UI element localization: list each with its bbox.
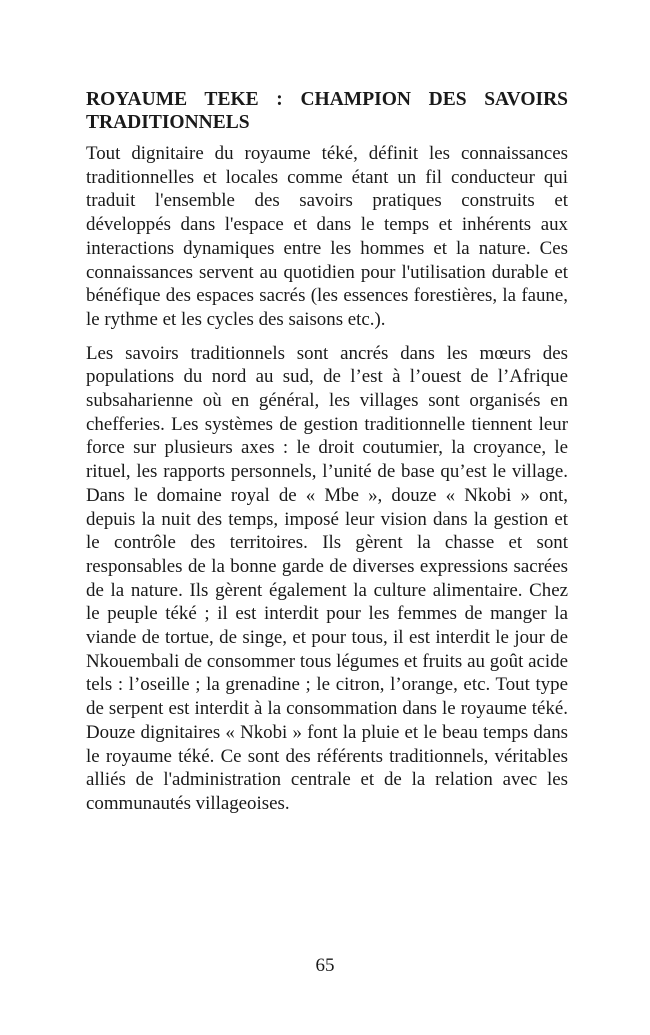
section-title: ROYAUME TEKE : CHAMPION DES SAVOIRS TRADITIONNELS xyxy=(86,89,568,133)
paragraph-2: Les savoirs traditionnels sont ancrés dans les mœurs des populations du nord au sud, de l’est à l’ouest de l’Afrique subsaharienne où en général, les villages sont organisés en chefferies. Les systèmes de gestion traditionnelle tiennent leur force sur plusieurs axes : le droit coutumier, la croyance, le rituel, les rapports personnels, l’unité de base qu’est le village. Dans le domaine royal de « Mbe », douze « Nkobi » ont, depuis la nuit des temps, imposé leur vision dans la gestion et le contrôle des territoires. Ils gèrent la chasse et sont responsables de la bonne garde de diverses expressions sacrées de la nature. Ils gèrent également la culture alimentaire. Chez le peuple téké ; il est interdit pour les femmes de manger la viande de tortue, de singe, et pour tous, il est interdit le jour de Nkouembali de consommer tous légumes et fruits au goût acide tels : l’oseille ; la grenadine ; le citron, l’orange, etc. Tout type de serpent est interdit à la consommation dans le royaume téké. Douze dignitaires « Nkobi » font la pluie et le beau temps dans le royaume téké. Ce sont des référents traditionnels, véritables alliés de l'administration centrale et de la relation avec les communautés villageoises. xyxy=(86,342,568,814)
page-content xyxy=(86,88,568,826)
paragraph-1: Tout dignitaire du royaume téké, définit les connaissances traditionnelles et locales comme étant un fil conducteur qui traduit l'ensemble des savoirs pratiques construits et développés dans l'espace et dans le temps et inhérents aux interactions dynamiques entre les hommes et la nature. Ces connaissances servent au quotidien pour l'utilisation durable et bénéfique des espaces sacrés (les essences forestières, la faune, le rythme et les cycles des saisons etc.). xyxy=(86,143,568,330)
page-number: 65 xyxy=(315,955,335,976)
